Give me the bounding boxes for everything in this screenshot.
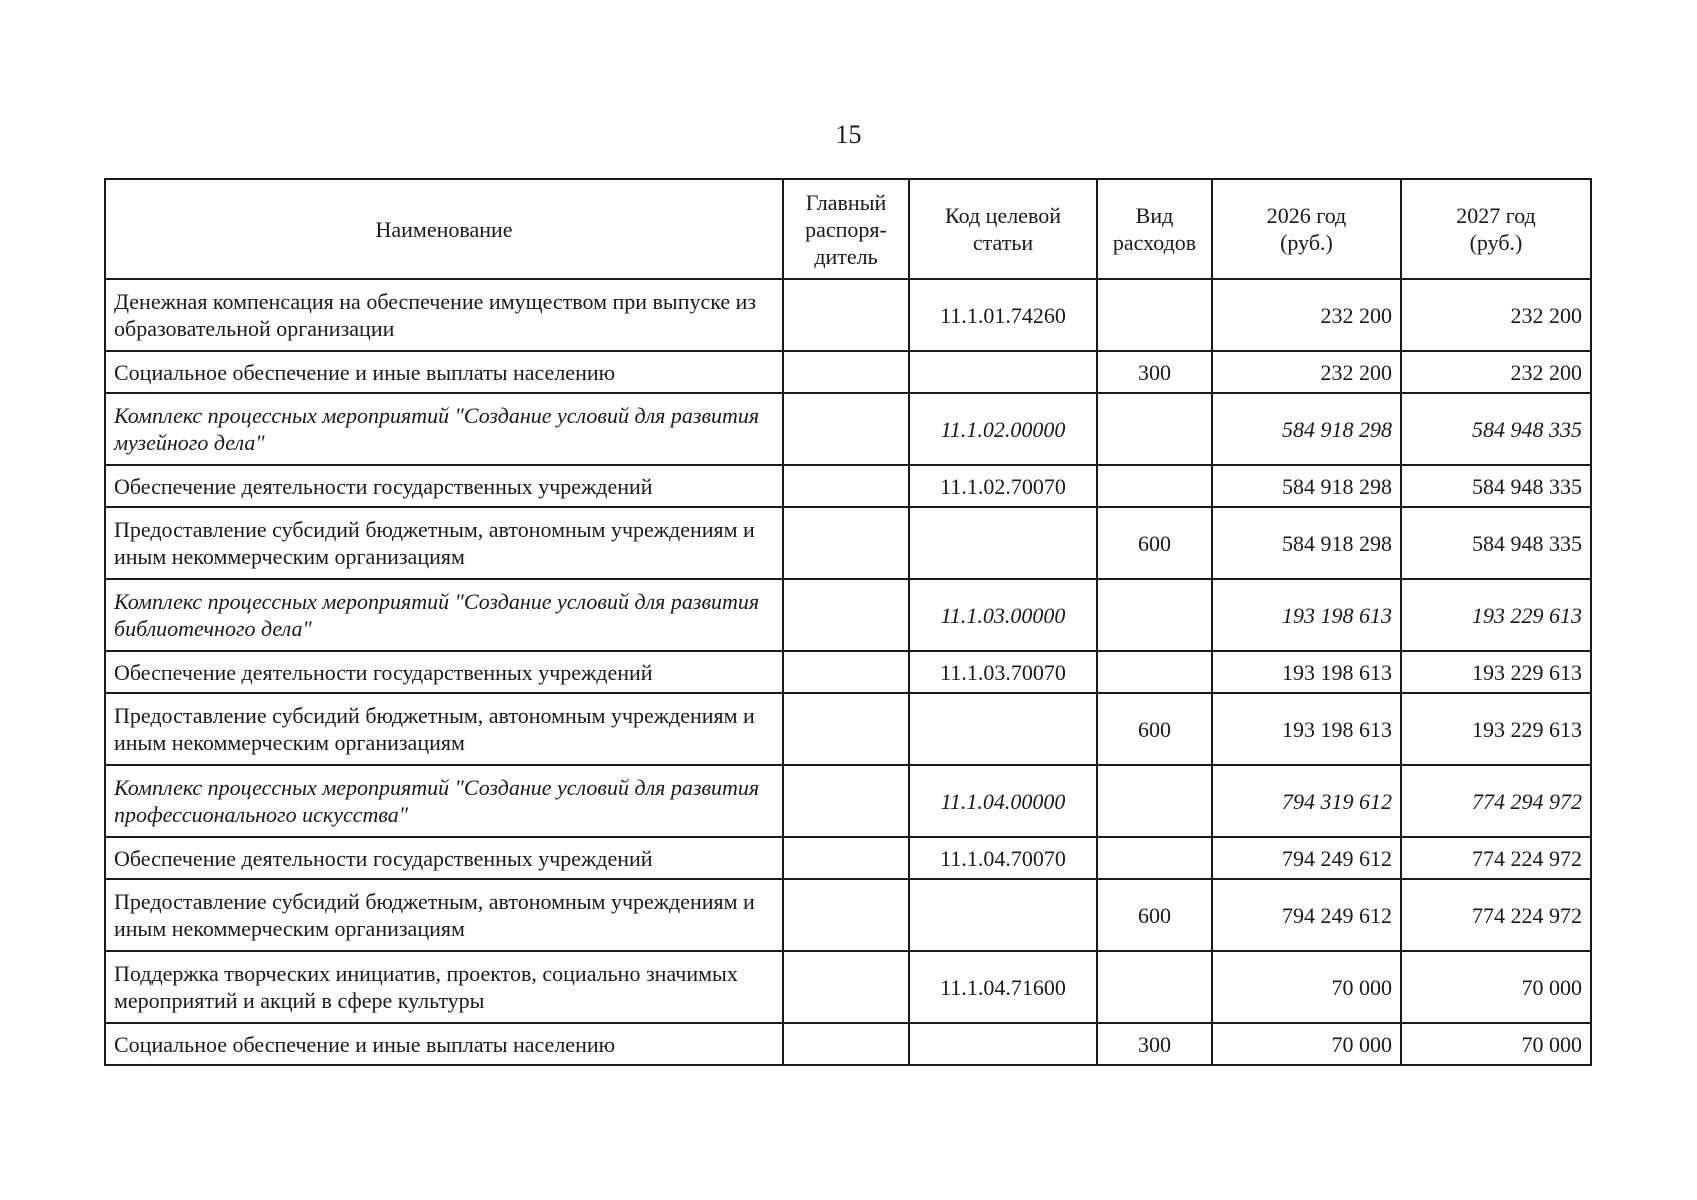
cell-name: Обеспечение деятельности государственных учреждений: [105, 651, 783, 693]
table-row: [105, 393, 1591, 465]
cell-year-2026: 584 918 298: [1212, 393, 1401, 465]
cell-administrator: [783, 465, 909, 507]
cell-target-code: 11.1.02.00000: [909, 393, 1097, 465]
cell-year-2027: 193 229 613: [1401, 579, 1591, 651]
table-header-row: [105, 179, 1591, 279]
cell-year-2026: 70 000: [1212, 1023, 1401, 1065]
cell-year-2027: 193 229 613: [1401, 651, 1591, 693]
cell-year-2027: 774 224 972: [1401, 879, 1591, 951]
header-target-code-text: Код целевой статьи: [945, 203, 1061, 255]
header-target-code: [909, 179, 1097, 279]
table-row: [105, 507, 1591, 579]
cell-year-2026: 584 918 298: [1212, 465, 1401, 507]
cell-name: Комплекс процессных мероприятий "Создание условий для развития музейного дела": [105, 393, 783, 465]
cell-expense-type: [1097, 393, 1212, 465]
cell-name: Обеспечение деятельности государственных учреждений: [105, 837, 783, 879]
cell-expense-type: [1097, 765, 1212, 837]
header-year-2026: [1212, 179, 1401, 279]
cell-name: Предоставление субсидий бюджетным, автономным учреждениям и иным некоммерческим организациям: [105, 693, 783, 765]
cell-expense-type: 300: [1097, 351, 1212, 393]
cell-administrator: [783, 579, 909, 651]
cell-administrator: [783, 393, 909, 465]
header-expense-type-text: Вид расходов: [1112, 203, 1197, 255]
cell-expense-type: 600: [1097, 507, 1212, 579]
header-year-2027-text: 2027 год (руб.): [1456, 203, 1536, 255]
cell-expense-type: [1097, 837, 1212, 879]
cell-year-2027: 232 200: [1401, 279, 1591, 351]
cell-administrator: [783, 507, 909, 579]
cell-target-code: [909, 693, 1097, 765]
cell-administrator: [783, 879, 909, 951]
cell-expense-type: [1097, 651, 1212, 693]
cell-year-2026: 232 200: [1212, 351, 1401, 393]
cell-expense-type: [1097, 279, 1212, 351]
table-row: [105, 351, 1591, 393]
cell-target-code: [909, 351, 1097, 393]
cell-year-2026: 232 200: [1212, 279, 1401, 351]
cell-year-2026: 584 918 298: [1212, 507, 1401, 579]
table-row: [105, 279, 1591, 351]
cell-name: Комплекс процессных мероприятий "Создание условий для развития профессионального искусства": [105, 765, 783, 837]
table-row: [105, 693, 1591, 765]
cell-target-code: 11.1.02.70070: [909, 465, 1097, 507]
cell-administrator: [783, 351, 909, 393]
cell-year-2027: 70 000: [1401, 951, 1591, 1023]
cell-name: Предоставление субсидий бюджетным, автономным учреждениям и иным некоммерческим организациям: [105, 879, 783, 951]
header-year-2027: [1401, 179, 1591, 279]
cell-year-2027: 774 294 972: [1401, 765, 1591, 837]
cell-name: Денежная компенсация на обеспечение имуществом при выпуске из образовательной организации: [105, 279, 783, 351]
table-row: [105, 951, 1591, 1023]
header-name-text: Наименование: [375, 216, 513, 242]
cell-target-code: 11.1.04.70070: [909, 837, 1097, 879]
cell-name: Комплекс процессных мероприятий "Создание условий для развития библиотечного дела": [105, 579, 783, 651]
cell-expense-type: [1097, 465, 1212, 507]
cell-name: Обеспечение деятельности государственных учреждений: [105, 465, 783, 507]
cell-year-2027: 70 000: [1401, 1023, 1591, 1065]
cell-target-code: 11.1.04.00000: [909, 765, 1097, 837]
page-number: 15: [835, 120, 862, 149]
cell-year-2026: 794 319 612: [1212, 765, 1401, 837]
cell-name: Социальное обеспечение и иные выплаты населению: [105, 1023, 783, 1065]
header-administrator-text: Главный распоря- дитель: [805, 189, 887, 269]
cell-year-2026: 70 000: [1212, 951, 1401, 1023]
cell-year-2027: 774 224 972: [1401, 837, 1591, 879]
cell-year-2026: 193 198 613: [1212, 651, 1401, 693]
cell-administrator: [783, 279, 909, 351]
cell-name: Поддержка творческих инициатив, проектов, социально значимых мероприятий и акций в сфере культуры: [105, 951, 783, 1023]
header-name: [105, 179, 783, 279]
header-expense-type: [1097, 179, 1212, 279]
cell-target-code: 11.1.01.74260: [909, 279, 1097, 351]
cell-administrator: [783, 693, 909, 765]
cell-expense-type: 600: [1097, 879, 1212, 951]
cell-expense-type: [1097, 951, 1212, 1023]
cell-year-2027: 584 948 335: [1401, 393, 1591, 465]
cell-expense-type: 300: [1097, 1023, 1212, 1065]
cell-expense-type: 600: [1097, 693, 1212, 765]
table-row: [105, 579, 1591, 651]
table-row: [105, 1023, 1591, 1065]
cell-year-2026: 193 198 613: [1212, 579, 1401, 651]
cell-year-2027: 232 200: [1401, 351, 1591, 393]
budget-table: [104, 178, 1592, 1066]
table-row: [105, 651, 1591, 693]
cell-administrator: [783, 837, 909, 879]
cell-target-code: [909, 1023, 1097, 1065]
header-year-2026-text: 2026 год (руб.): [1266, 203, 1347, 255]
cell-target-code: 11.1.03.00000: [909, 579, 1097, 651]
cell-target-code: 11.1.03.70070: [909, 651, 1097, 693]
cell-year-2027: 584 948 335: [1401, 507, 1591, 579]
cell-year-2026: 193 198 613: [1212, 693, 1401, 765]
cell-expense-type: [1097, 579, 1212, 651]
table-row: [105, 837, 1591, 879]
cell-year-2026: 794 249 612: [1212, 879, 1401, 951]
cell-name: Предоставление субсидий бюджетным, автономным учреждениям и иным некоммерческим организациям: [105, 507, 783, 579]
cell-year-2027: 193 229 613: [1401, 693, 1591, 765]
cell-administrator: [783, 1023, 909, 1065]
cell-target-code: [909, 879, 1097, 951]
cell-target-code: [909, 507, 1097, 579]
table-row: [105, 879, 1591, 951]
header-administrator: [783, 179, 909, 279]
table-row: [105, 765, 1591, 837]
cell-administrator: [783, 951, 909, 1023]
cell-administrator: [783, 765, 909, 837]
cell-year-2027: 584 948 335: [1401, 465, 1591, 507]
cell-year-2026: 794 249 612: [1212, 837, 1401, 879]
cell-target-code: 11.1.04.71600: [909, 951, 1097, 1023]
cell-name: Социальное обеспечение и иные выплаты населению: [105, 351, 783, 393]
table-row: [105, 465, 1591, 507]
cell-administrator: [783, 651, 909, 693]
